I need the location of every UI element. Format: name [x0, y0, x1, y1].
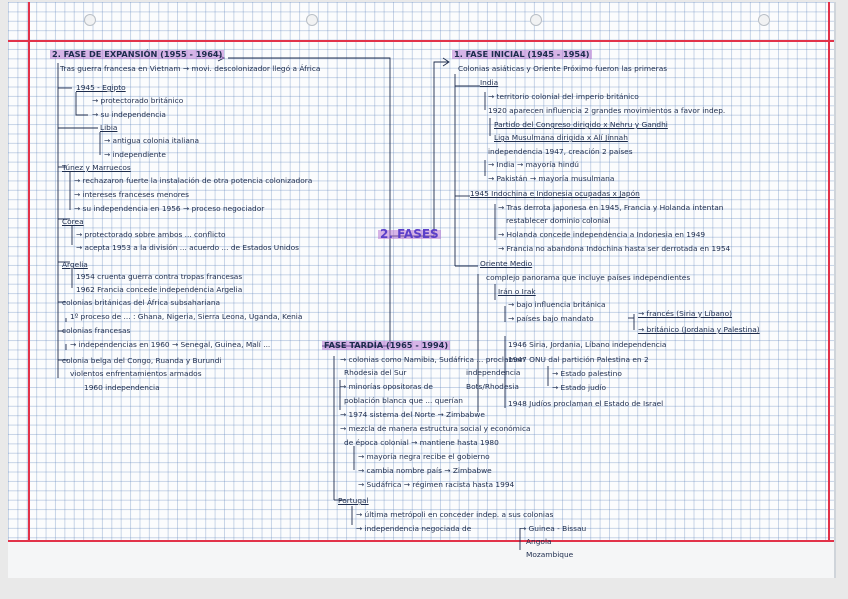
note-line: → India → mayoría hindú: [488, 160, 579, 169]
note-line: Angola: [526, 537, 552, 546]
note-line: → intereses franceses menores: [74, 190, 190, 199]
note-line: → países bajo mandato: [508, 314, 594, 323]
note-line: colonias británicas del África subsahariana: [62, 298, 221, 307]
note-line: → antigua colonia italiana: [104, 136, 200, 145]
note-line: → última metrópoli en conceder indep. a sus colonias: [356, 510, 554, 519]
central-topic-label: 2. FASES: [380, 227, 439, 241]
section-title-late: FASE TARDÍA (1965 - 1994): [324, 340, 449, 350]
section-title-initial: 1. FASE INICIAL (1945 - 1954): [454, 49, 590, 59]
note-line: → independencias en 1960 → Senegal, Guinea, Malí ...: [70, 340, 271, 349]
note-line: → acepta 1953 a la división ... acuerdo ... de Estados Unidos: [76, 243, 299, 252]
note-line: 1º proceso de ... : Ghana, Nigeria, Sierra Leona, Uganda, Kenia: [70, 312, 303, 321]
note-line: → protectorado británico: [92, 96, 184, 105]
note-line: violentos enfrentamientos armados: [70, 369, 202, 378]
note-line: → su independencia: [92, 110, 166, 119]
note-line: → Estado judío: [552, 383, 607, 392]
note-line: 1946 Siria, Jordania, Líbano independencia: [508, 340, 667, 349]
note-line: de época colonial → mantiene hasta 1980: [344, 438, 499, 447]
note-line: → independiente: [104, 150, 166, 159]
note-line: → su independencia en 1956 → proceso negociador: [74, 204, 265, 213]
note-line: → territorio colonial del imperio británico: [488, 92, 639, 101]
note-line: → colonias como Namibia, Sudáfrica ... proclaman: [340, 355, 525, 364]
note-line: independencia 1947, creación 2 países: [488, 147, 633, 156]
country-heading: 1945 - Egipto: [76, 83, 126, 92]
country-heading: Corea: [62, 217, 84, 226]
note-line: Partido del Congreso dirigido x Nehru y Gandhi: [494, 120, 668, 129]
section-title-expansion: 2. FASE DE EXPANSIÓN (1955 - 1964): [52, 49, 223, 59]
note-line: 1960 independencia: [84, 383, 160, 392]
note-line: restablecer dominio colonial: [506, 216, 611, 225]
note-line: → mezcla de manera estructura social y económica: [340, 424, 531, 433]
note-line: colonias francesas: [62, 326, 131, 335]
note-line: → rechazaron fuerte la instalación de otra potencia colonizadora: [74, 176, 313, 185]
note-line: → mayoría negra recibe el gobierno: [358, 452, 490, 461]
note-line: 1947 ONU dal partición Palestina en 2: [508, 355, 649, 364]
note-line: → Sudáfrica → régimen racista hasta 1994: [358, 480, 515, 489]
country-heading: Libia: [100, 123, 118, 132]
country-heading: Oriente Medio: [480, 259, 533, 268]
country-heading: Argelia: [62, 260, 88, 269]
note-line: → Tras derrota japonesa en 1945, Francia y Holanda intentan: [498, 203, 724, 212]
note-line: Bots/Rhodesia: [466, 382, 519, 391]
note-line: → británico (Jordania y Palestina): [638, 325, 760, 334]
note-line: → independencia negociada de: [356, 524, 472, 533]
note-line: Mozambique: [526, 550, 574, 559]
section-intro: Tras guerra francesa en Vietnam → movi. descolonizador llegó a África: [60, 64, 321, 73]
note-line: Rhodesia del Sur: [344, 368, 407, 377]
note-line: → bajo influencia británica: [508, 300, 606, 309]
note-line: 1920 aparecen influencia 2 grandes movimientos a favor indep.: [488, 106, 726, 115]
country-heading: India: [480, 78, 499, 87]
note-line: → protectorado sobre ambos ... conflicto: [76, 230, 226, 239]
note-line: colonia belga del Congo, Ruanda y Burundi: [62, 356, 222, 365]
note-line: → Estado palestino: [552, 369, 622, 378]
note-line: 1948 Judíos proclaman el Estado de Israel: [508, 399, 664, 408]
note-line: complejo panorama que incluye países independientes: [486, 273, 691, 282]
note-line: → minorías opositoras de: [340, 382, 433, 391]
note-line: → 1974 sistema del Norte → Zimbabwe: [340, 410, 485, 419]
note-line: Liga Musulmana dirigida x Alí Jinnah: [494, 133, 628, 142]
country-heading: Portugal: [338, 496, 369, 505]
note-line: → francés (Siria y Líbano): [638, 309, 733, 318]
section-intro: Colonias asiáticas y Oriente Próximo fueron las primeras: [458, 64, 668, 73]
note-line: → cambia nombre país → Zimbabwe: [358, 466, 492, 475]
country-heading: Túnez y Marruecos: [62, 163, 131, 172]
note-line: → Guinea - Bissau: [520, 524, 587, 533]
note-line: 1962 Francia concede independencia Argelia: [76, 285, 243, 294]
note-line: → Francia no abandona Indochina hasta ser derrotada en 1954: [498, 244, 731, 253]
note-line: independencia: [466, 368, 521, 377]
note-line: → Pakistán → mayoría musulmana: [488, 174, 615, 183]
note-line: 1954 cruenta guerra contra tropas francesas: [76, 272, 243, 281]
note-line: → Holanda concede independencia a Indonesia en 1949: [498, 230, 706, 239]
note-line: población blanca que ... querían: [344, 396, 463, 405]
country-heading: Irán o Irak: [498, 287, 536, 296]
country-heading: 1945 Indochina e Indonesia ocupadas x Japón: [470, 189, 640, 198]
